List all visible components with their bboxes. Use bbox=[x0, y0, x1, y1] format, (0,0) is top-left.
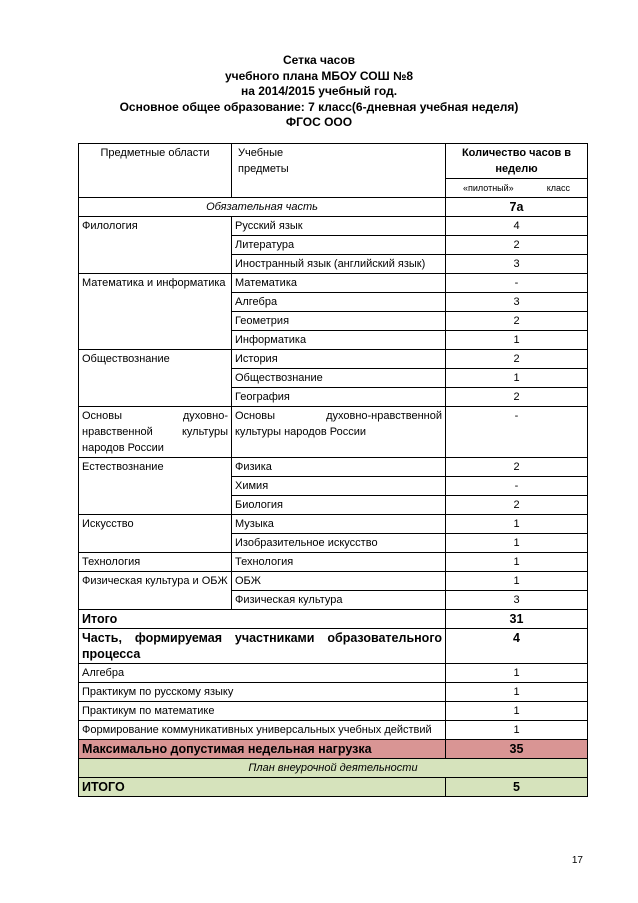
subject-hours: - bbox=[446, 477, 588, 496]
table-row bbox=[79, 350, 588, 369]
header-hours: Количество часов в неделю bbox=[446, 144, 588, 179]
table-row bbox=[79, 721, 588, 740]
table-header-row bbox=[79, 144, 588, 179]
extracurricular-plan-row bbox=[79, 759, 588, 778]
subject-hours: 1 bbox=[446, 515, 588, 534]
subject-hours: 1 bbox=[446, 553, 588, 572]
subject-name: Русский язык bbox=[232, 217, 446, 236]
variable-part-value: 4 bbox=[446, 629, 588, 664]
subject-name: Физика bbox=[232, 458, 446, 477]
mandatory-label: Обязательная часть bbox=[79, 198, 446, 217]
subject-name: Обществознание bbox=[232, 369, 446, 388]
area-science: Естествознание bbox=[79, 458, 232, 515]
subject-name: Геометрия bbox=[232, 312, 446, 331]
subject-hours: 4 bbox=[446, 217, 588, 236]
subject-hours: 2 bbox=[446, 236, 588, 255]
table-row bbox=[79, 407, 588, 458]
subject-name: Информатика bbox=[232, 331, 446, 350]
grade-label: 7а bbox=[446, 198, 588, 217]
subject-name: Иностранный язык (английский язык) bbox=[232, 255, 446, 274]
table-row bbox=[79, 217, 588, 236]
subject-hours: - bbox=[446, 274, 588, 293]
subject-hours: 2 bbox=[446, 350, 588, 369]
table-row bbox=[79, 664, 588, 683]
subject-name: Алгебра bbox=[232, 293, 446, 312]
subject-name: Изобразительное искусство bbox=[232, 534, 446, 553]
subject-hours: 3 bbox=[446, 255, 588, 274]
max-load-value: 35 bbox=[446, 740, 588, 759]
subject-name: География bbox=[232, 388, 446, 407]
table-row bbox=[79, 515, 588, 534]
total-row bbox=[79, 610, 588, 629]
table-row bbox=[79, 458, 588, 477]
class-label: класс bbox=[546, 183, 570, 193]
subject-name: Химия bbox=[232, 477, 446, 496]
heading-line-5: ФГОС ООО bbox=[285, 115, 353, 129]
variable-part-row bbox=[79, 629, 588, 664]
subject-hours: - bbox=[446, 407, 588, 458]
heading-line-2: учебного плана МБОУ СОШ №8 bbox=[224, 68, 414, 83]
grand-total-value: 5 bbox=[446, 778, 588, 797]
variable-item-name: Практикум по математике bbox=[79, 702, 446, 721]
subject-name: ОБЖ bbox=[232, 572, 446, 591]
area-tech: Технология bbox=[79, 553, 232, 572]
subject-hours: 1 bbox=[446, 369, 588, 388]
subject-hours: 1 bbox=[446, 534, 588, 553]
table-row bbox=[79, 274, 588, 293]
document-heading bbox=[0, 53, 638, 131]
extracurricular-plan-label: План внеурочной деятельности bbox=[79, 759, 588, 778]
table-row bbox=[79, 553, 588, 572]
variable-item-hours: 1 bbox=[446, 721, 588, 740]
grand-total-label: ИТОГО bbox=[79, 778, 446, 797]
page-number: 17 bbox=[571, 855, 583, 866]
variable-item-hours: 1 bbox=[446, 683, 588, 702]
variable-item-hours: 1 bbox=[446, 702, 588, 721]
table-row bbox=[79, 683, 588, 702]
area-pe: Физическая культура и ОБЖ bbox=[79, 572, 232, 610]
total-value: 31 bbox=[446, 610, 588, 629]
heading-line-3: на 2014/2015 учебный год. bbox=[240, 84, 398, 98]
variable-part-label: Часть, формируемая участниками образовательного процесса bbox=[79, 629, 446, 664]
variable-item-name: Практикум по русскому языку bbox=[79, 683, 446, 702]
subject-name: Литература bbox=[232, 236, 446, 255]
header-hours-sub bbox=[446, 179, 588, 198]
subject-hours: 2 bbox=[446, 388, 588, 407]
max-load-label: Максимально допустимая недельная нагрузка bbox=[79, 740, 446, 759]
heading-line-1: Сетка часов bbox=[282, 53, 356, 67]
subject-hours: 1 bbox=[446, 572, 588, 591]
pilot-label: «пилотный» bbox=[463, 183, 514, 193]
area-philology: Филология bbox=[79, 217, 232, 274]
table-row bbox=[79, 572, 588, 591]
header-areas: Предметные области bbox=[79, 144, 232, 198]
subject-hours: 1 bbox=[446, 331, 588, 350]
area-art: Искусство bbox=[79, 515, 232, 553]
grand-total-row bbox=[79, 778, 588, 797]
heading-line-4: Основное общее образование: 7 класс(6-дневная учебная неделя) bbox=[119, 99, 519, 114]
header-subjects-label: Учебные предметы bbox=[238, 147, 289, 175]
area-ethics: Основы духовно-нравственной культуры народов России bbox=[79, 407, 232, 458]
subject-name: Биология bbox=[232, 496, 446, 515]
subject-name: Физическая культура bbox=[232, 591, 446, 610]
subject-hours: 3 bbox=[446, 293, 588, 312]
mandatory-row bbox=[79, 198, 588, 217]
subject-hours: 2 bbox=[446, 496, 588, 515]
variable-item-name: Алгебра bbox=[79, 664, 446, 683]
subject-hours: 2 bbox=[446, 312, 588, 331]
subject-name: Музыка bbox=[232, 515, 446, 534]
header-subjects bbox=[232, 144, 446, 198]
subject-name: Технология bbox=[232, 553, 446, 572]
area-math: Математика и информатика bbox=[79, 274, 232, 350]
max-load-row bbox=[79, 740, 588, 759]
area-social: Обществознание bbox=[79, 350, 232, 407]
curriculum-table bbox=[78, 143, 588, 797]
subject-name: Основы духовно-нравственной культуры народов России bbox=[232, 407, 446, 458]
subject-name: История bbox=[232, 350, 446, 369]
table-row bbox=[79, 702, 588, 721]
total-label: Итого bbox=[79, 610, 446, 629]
variable-item-hours: 1 bbox=[446, 664, 588, 683]
subject-hours: 2 bbox=[446, 458, 588, 477]
subject-hours: 3 bbox=[446, 591, 588, 610]
subject-name: Математика bbox=[232, 274, 446, 293]
variable-item-name: Формирование коммуникативных универсальных учебных действий bbox=[79, 721, 446, 740]
